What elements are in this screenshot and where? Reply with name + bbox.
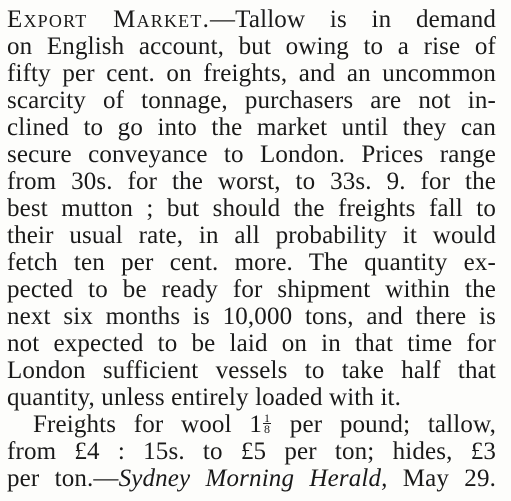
article-line-18 [7,464,496,494]
article-line-16 [7,410,496,440]
article-line-14: London sufficient vessels to take half that [7,357,496,384]
article-line-6: secure conveyance to London. Prices range [7,141,496,168]
article-line-13: not expected to be laid on in that time for [7,330,496,357]
fraction-numerator: 1 [263,410,271,425]
article-line-10: fetch ten per cent. more. The quantity ex- [7,249,496,276]
article-line-17: from £4 : 15s. to £5 per ton; hides, £3 [7,438,496,465]
source-date: May 29. [387,465,497,492]
article-line-3: fifty per cent. on freights, and an uncommon [7,60,496,87]
fraction-denominator: 8 [263,421,271,436]
article-heading: Export Market. [7,6,211,33]
article-line-2: on English account, but owing to a rise of [7,33,496,60]
article-line-12: next six months is 10,000 tons, and there is [7,303,496,330]
article-line-7: from 30s. for the worst, to 33s. 9. for the [7,168,496,195]
article-line-9: their usual rate, in all probability it would [7,222,496,249]
article-line-8: best mutton ; but should the freights fall to [7,195,496,222]
article-line-4: scarcity of tonnage, purchasers are not in- [7,87,496,114]
article-line-1 [7,5,496,35]
source-attribution: Sydney Morning Herald, [118,465,388,492]
fraction-one-eighth [263,410,271,436]
article-line-11: pected to be ready for shipment within the [7,276,496,303]
article-line-5: clined to go into the market until they can [7,114,496,141]
per-ton-text: per ton.— [7,465,119,492]
article-line-1-text: —Tallow is in demand [210,6,496,33]
freights-text: Freights for wool 1 [33,411,262,438]
freights-text-rest: per pound; tallow, [272,411,496,438]
article-line-15: quantity, unless entirely loaded with it. [7,384,402,411]
